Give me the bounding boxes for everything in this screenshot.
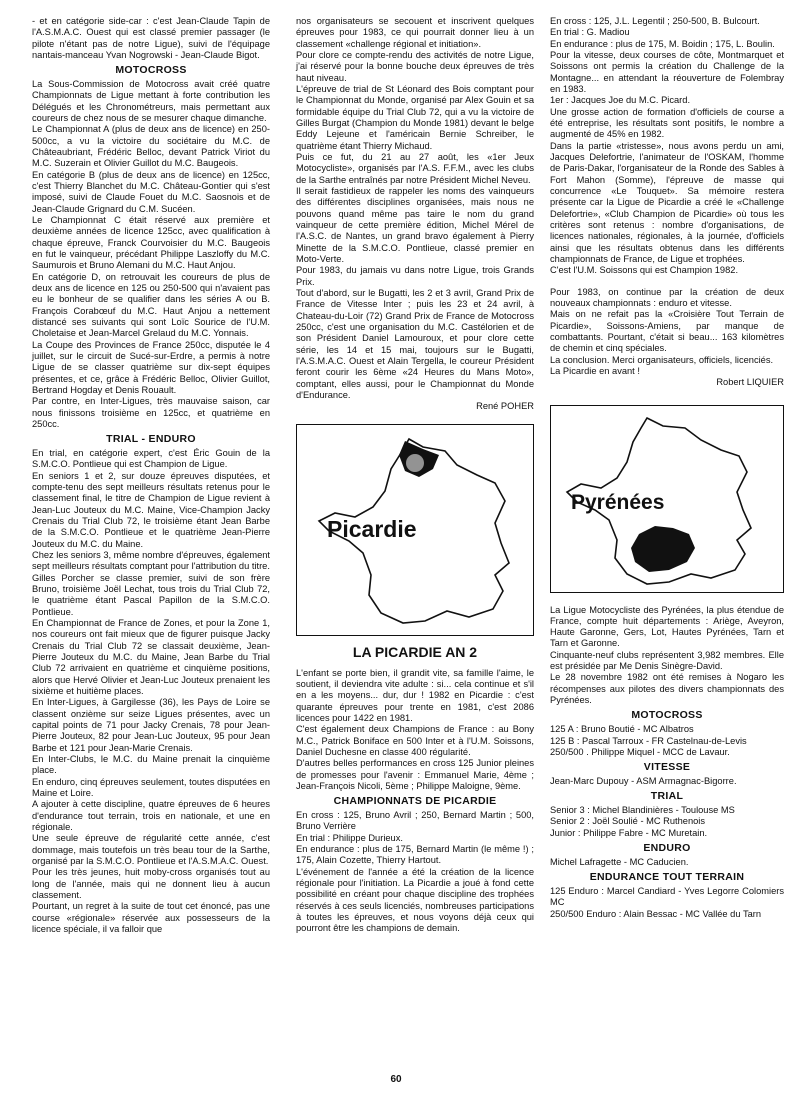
paragraph: Puis ce fut, du 21 au 27 août, les «1er Jeux Motocycliste», organisés par l'A.S. F.F.M., avec les clubs de la Sarthe entraînés par notre Président Michel Neveu. (296, 151, 534, 185)
paragraph: La Coupe des Provinces de France 250cc, disputée le 4 juillet, sur le circuit de Sucé-sur-Erdre, a permis à notre Ligue de se classer quatrième sur dix-sept équipes présentes, et ce, grâce à Frédéric Belloc, Olivier Guillot, Bertrand Hogday et Denis Rouault. (32, 339, 270, 395)
paragraph: D'autres belles performances en cross 125 Junior pleines de promesses pour l'avenir : Emmanuel Marie, 4ème ; Jean-François Nicoli, 5ème ; Philippe Maloigne, 9ème. (296, 758, 534, 791)
result-line: 125 Enduro : Marcel Candiard - Yves Legorre Colomiers MC (550, 886, 784, 908)
motocross-heading: MOTOCROSS (631, 709, 703, 722)
paragraph: En cross : 125, J.L. Legentil ; 250-500, B. Bulcourt. (550, 16, 760, 26)
spacer (550, 277, 784, 287)
paragraph: En endurance : plus de 175, Bernard Martin (le même !) ; 175, Alain Cozette, Thierry Hartout. (296, 843, 534, 866)
sidecar-paragraph: - et en catégorie side-car : c'est Jean-Claude Tapin de l'A.S.M.A.C. Ouest qui est classé premier passager (le pilote n'étant pas de notre Ligue), suivi de l'équipage nantais-manceau Yvan Nogrowski - Jean-Claude Bigot. (32, 16, 270, 60)
picardie-title: LA PICARDIE AN 2 (352, 644, 478, 661)
enduro-heading: ENDURO (643, 842, 691, 855)
result-line: Junior : Philippe Fabre - MC Muretain. (550, 827, 708, 838)
paragraph: Le Championnat A (plus de deux ans de licence) en 250-500cc, a vu la victoire du sociétaire du M.C. de Châteaubriant, Frédéric Belloc, devant Patrick Viriot du M.C. Suzerain et Olivier Guillot du M.C. Baugeois. (32, 124, 270, 169)
paragraph: La Sous-Commission de Motocross avait créé quatre Championnats de Ligue mettant à forte contribution les Délégués et les Chronométreurs, mais permettant aux coureurs de chez nous de se mesurer chaque dimanche. (32, 79, 270, 124)
paragraph: Chez les seniors 3, même nombre d'épreuves, également sept meilleurs résultats comptant pour l'attribution du titre. (32, 550, 270, 572)
paragraph: Gilles Porcher se classe premier, suivi de son frère Bruno, troisième Joël Lechat, tous trois du Trial Club 72, le quatrième étant Pascal Papillon de la S.M.C.O. Pontlieue. (32, 572, 270, 617)
result-line: Jean-Marc Dupouy - ASM Armagnac-Bigorre. (550, 776, 737, 787)
paragraph: En seniors 1 et 2, sur douze épreuves disputées, et compte-tenu des sept meilleurs résultats retenus pour le classement final, le titre de Champion de Ligue revient à Jean-Luc Jouteux du M.C. Maine, Vice-Champion Jacky Crenais du Trial Club 72, le troisième étant Jean Barbe de la S.M.C.O. Pontlieue et le quatrième Jean-Pierre Jouteux du M.C. du Maine. (32, 470, 270, 549)
paragraph: La conclusion. Merci organisateurs, officiels, licenciés. (550, 354, 774, 365)
paragraph: Une grosse action de formation d'officiels de course a été entreprise, les résultats sont positifs, le nombre a augmenté de 45% en 1982. (550, 106, 784, 140)
result-line: 250/500 . Philippe Miquel - MCC de Lavaur. (550, 746, 730, 757)
paragraph: En trial : Philippe Durieux. (296, 832, 403, 843)
pyrenees-map (550, 405, 784, 593)
result-line: 250/500 Enduro : Alain Bessac - MC Vallée du Tarn (550, 908, 762, 919)
trial-enduro-heading: TRIAL - ENDURO (106, 433, 196, 446)
endurance-tout-terrain-heading: ENDURANCE TOUT TERRAIN (589, 871, 745, 884)
paragraph: Pour clore ce compte-rendu des activités de notre Ligue, j'ai réservé pour la bonne bouche deux épreuves de très haut niveau. (296, 49, 534, 83)
trial-heading: TRIAL (650, 790, 684, 803)
paragraph: La Picardie en avant ! (550, 365, 640, 376)
paragraph: nos organisateurs se secouent et inscrivent quelques épreuves pour 1983, ce qui pourrait donner lieu à un classement «challenge régional et initiation». (296, 16, 534, 49)
paragraph: Cinquante-neuf clubs représentent 3,982 membres. Elle est présidée par Me Denis Sinègre-David. (550, 649, 784, 672)
page-number: 60 (390, 1074, 402, 1085)
result-line: Senior 2 : Joël Soulié - MC Ruthenois (550, 816, 706, 827)
paragraph: L'épreuve de trial de St Léonard des Bois comptant pour le Championnat du Monde, organisé par Alex Gouin et sa formidable équipe du Trial Club 72, qui a vu la victoire de Gilles Burgat (Champion du Monde 1981) devant le belge Eddy Lejeune et l'américain Bernie Schreiber, le quatrième étant Thierry Michaud. (296, 83, 534, 151)
result-line: Michel Lafragette - MC Caducien. (550, 856, 689, 867)
paragraph: 1er : Jacques Joe du M.C. Picard. (550, 95, 691, 106)
paragraph: C'est également deux Champions de France : au Bony M.C., Patrick Boniface en 500 Inter et à l'U.M. Soissons, Daniel Duchesne en classe 400 régularité. (296, 724, 534, 757)
paragraph: Mais on ne refait pas la «Croisière Tout Terrain de Picardie», Soissons-Amiens, par manque de combattants. Pourtant, c'était si beau... 163 kilomètres de chemin et cinq spéciales. (550, 309, 784, 354)
pyrenees-map-label: Pyrénées (571, 490, 665, 514)
paragraph: Pour les très jeunes, huit moby-cross organisés tout au long de l'année, mais qui ne donnent lieu à aucun classement. (32, 867, 270, 900)
paragraph: En Inter-Clubs, le M.C. du Maine prenait la cinquième place. (32, 753, 270, 776)
signature-robert-liquier: Robert LIQUIER (716, 377, 784, 388)
photo-shadow (406, 454, 424, 472)
paragraph: En catégorie D, on retrouvait les coureurs de plus de deux ans de licence en 125 ou 250-500 qui n'avaient pas eu le bonheur de se qualifier dans les séries A ou B. François Corabœuf du M.C. Haut Anjou a nettement distancé ses suivants qui sont Loïc Sourice de l'U.M. Choletaise et Jean-Marcel Grelaud du M.C. Yonnais. (32, 271, 270, 339)
signature-rene-poher: René POHER (476, 401, 534, 412)
picardie-map-label: Picardie (327, 516, 417, 543)
paragraph: Pour 1983, on continue par la création de deux nouveaux championnats : enduro et vitesse. (550, 286, 784, 308)
paragraph: Pour 1983, du jamais vu dans notre Ligue, trois Grands Prix. (296, 265, 534, 287)
paragraph: En cross : 125, Bruno Avril ; 250, Bernard Martin ; 500, Bruno Verrière (296, 809, 534, 832)
column-right (550, 16, 784, 920)
paragraph: En trial, en catégorie expert, c'est Éric Gouin de la S.M.C.O. Pontlieue qui est Champion de Ligue. (32, 448, 270, 470)
paragraph: En enduro, cinq épreuves seulement, toutes disputées en Maine et Loire. (32, 776, 270, 798)
paragraph: L'événement de l'année a été la création de la licence régionale pour l'initiation. La Picardie a joué à fond cette possibilité en créant pour chaque discipline des trophées réservés à ces seuls licenciés, nombreuses participations à toutes les épreuves, et nous voyons déjà ceux qui pourront être les champions de demain. (296, 866, 534, 934)
paragraph: Le Championnat C était réservé aux première et deuxième années de licence 125cc, avec qualification à chaque épreuve, Franck Courvoisier du M.C. Baugeois en fut le vainqueur, précédant Philippe Laszloffy du M.C. Saumurois et Bruno Alemani du M.C. Haut Anjou. (32, 215, 270, 271)
paragraph: Pourtant, un regret à la suite de tout cet énoncé, pas une course «régionale» réservée aux possesseurs de la licence spéciale, il va falloir que (32, 901, 270, 934)
column-middle (296, 16, 534, 935)
paragraph: En endurance : plus de 175, M. Boidin ; 175, L. Boulin. (550, 38, 775, 49)
paragraph: Par contre, en Inter-Ligues, très mauvaise saison, car nous finissons troisième en 125cc, et quatrième en 250cc. (32, 396, 270, 429)
paragraph: Une seule épreuve de régularité cette année, c'est dommage, mais toutefois un très beau tour de la Sarthe, organisé par la S.M.C.O. Pontlieue et l'A.S.M.A.C. Ouest. (32, 833, 270, 866)
result-line: Senior 3 : Michel Blandinières - Toulouse MS (550, 805, 735, 816)
paragraph: Il serait fastidieux de rappeler les noms des vainqueurs des différentes disciplines organisées, mais nous ne pouvons quand même pas taire le nom du grand vainqueur de cette première édition, Michel Mérel de l'A.S.C. de Nantes, un grand bravo également à Pierry Minette de la S.M.C.O. Pontlieue, classé premier en Moto-Verte. (296, 185, 534, 264)
paragraph: A ajouter à cette discipline, quatre épreuves de 6 heures d'endurance tout terrain, trois en nationale, et une en régionale. (32, 799, 270, 832)
paragraph: Le 28 novembre 1982 ont été remises à Nogaro les récompenses aux pilotes des divers championnats des Pyrénées. (550, 672, 784, 706)
championnats-picardie-heading: CHAMPIONNATS DE PICARDIE (333, 795, 497, 808)
column-left (32, 16, 270, 935)
motocross-heading: MOTOCROSS (115, 64, 187, 77)
result-line: 125 B : Pascal Tarroux - FR Castelnau-de-Levis (550, 735, 747, 746)
paragraph: La Ligue Motocycliste des Pyrénées, la plus étendue de France, compte huit départements : Ariège, Aveyron, Haute Garonne, Gers, Lot, Hautes Pyrénées, Tarn et Tarn et Garonne. (550, 604, 784, 649)
vitesse-heading: VITESSE (643, 761, 691, 774)
paragraph: L'enfant se porte bien, il grandit vite, sa famille l'aime, le soutient, il deviendra vite adulte : si... cela continue et s'il en a les moyens... dur, dur ! 1982 en Picardie : c'est quarante épreuves pour trente en 1981, c'est 2086 licences pour 1422 en 1981. (296, 667, 534, 723)
paragraph: C'est l'U.M. Soissons qui est Champion 1982. (550, 265, 739, 276)
result-line: 125 A : Bruno Boutié - MC Albatros (550, 724, 694, 735)
paragraph: En trial : G. Madiou (550, 27, 630, 38)
paragraph: Pour la vitesse, deux courses de côte, Montmarquet et Soissons ont permis la création du Challenge de la Montagne... en attendant la réouverture de Folembray en 1983. (550, 49, 784, 94)
paragraph: Tout d'abord, sur le Bugatti, les 2 et 3 avril, Grand Prix de France de Vitesse Inter ; puis les 23 et 24 avril, à Chateau-du-Loir (72) Grand Prix de France de Motocross 250cc, c'est une organisation du M.C. Castélorien et de son Président Daniel Lamouroux, et pour clore cette série, les 14 et 15 mai, toujours sur le Bugatti, l'A.S.M.A.C. Ouest et Alain Tergella, le coureur Président feront courir les 6ème «24 Heures du Mans Moto», comptant, elles aussi, pour le Championnat du Monde d'Endurance. (296, 287, 534, 400)
paragraph: En Championnat de France de Zones, et pour la Zone 1, nos coureurs ont fait mieux que de figurer puisque Jacky Crenais du Trial Club 72 se classait deuxième, Jean-Pierre Jouteux du M.C. du Maine, Jean Barbe du Trial Club 72 arrivaient en quatrième et cinquième positions, alors que Hervé Olivier et Jean-Luc Jouteux prenaient les sixième et huitième places. (32, 618, 270, 696)
picardie-map (296, 424, 534, 636)
paragraph: Dans la partie «tristesse», nous avons perdu un ami, Jacques Delefortrie, l'animateur de l'OSKAM, l'homme de Paris-Dakar, l'organisateur de la Ronde des Sables à Fort Mahon (Somme), l'épreuve de masse qui concurrence «Le Touquet». Sa mémoire restera présente car la Ligue de Picardie a créé le «Challenge Delefortrie», «Club Champion de Picardie» où tous les critères sont retenus : nombre d'organisations, de licences nationales, régionales, à la journée, d'officiels ainsi que les résultats obtenus dans les différents championnats de France, de Ligue et trophées. (550, 140, 784, 264)
paragraph: En catégorie B (plus de deux ans de licence) en 125cc, c'est Thierry Blanchet du M.C. Château-Gontier qui s'est imposé, suivi de Claude Fouet du M.C. Saosnois et de Jean-Claude Grignard du C.M. Sucéen. (32, 169, 270, 214)
paragraph: En Inter-Ligues, à Gargilesse (36), les Pays de Loire se classent onzième sur seize Ligues présentes, avec un capital points de 71 pour Jacky Crenais, 78 pour Jean-Pierre Jouteux, 82 pour Jean-Luc Jouteux, 95 pour Jean Barbe et 121 pour Jean-Marie Crenais. (32, 697, 270, 753)
